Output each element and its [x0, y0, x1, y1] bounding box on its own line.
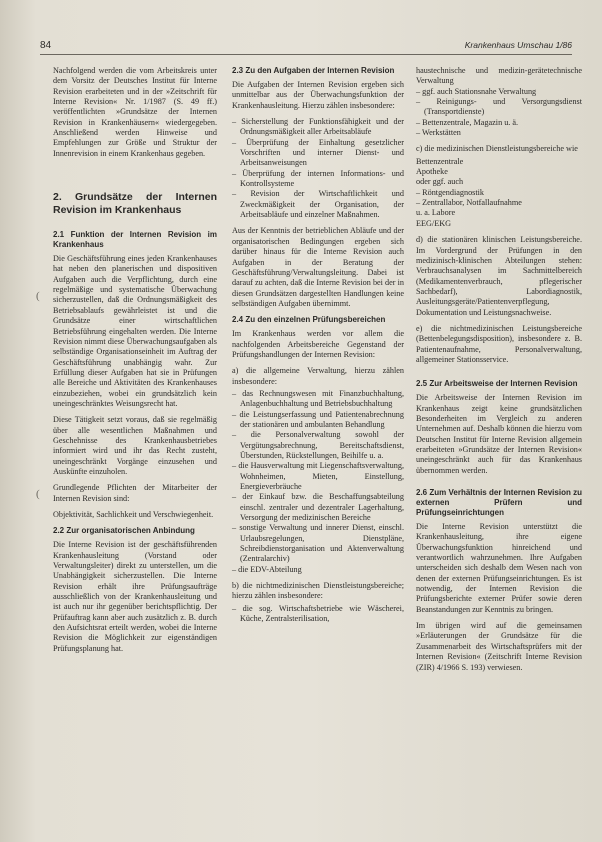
list-item: Apotheke — [416, 167, 448, 177]
intro-paragraph: Nachfolgend werden die vom Arbeitskreis unter dem Vorsitz der Deutsches Institut für Interne Revision erarbeiteten und in der »Zeitschrift für Interne Revision« Nr. 1/1987 (S. 49 ff.) veröffentlichten »Grundsätze der Internen Revision in Krankenhäusern« wiedergegeben. Anschließend werden Hinweise und Empfehlungen zur Größe und Struktur der Innenrevision in einem Krankenhaus gegeben. — [53, 66, 217, 158]
subsection-heading: 2.6 Zum Verhältnis der Internen Revision zu externen Prüfern und Prüfungseinrichtungen — [416, 488, 582, 518]
list-item: – die Personalverwaltung sowohl der Vergütungsabrechnung, Bereitschaftsdienst, Überstunden, Rückstellungen, Beihilfe u. a. — [232, 430, 404, 460]
body-paragraph: Im Krankenhaus werden vor allem die nachfolgenden Arbeitsbereiche Gegenstand der Prüfungshandlungen der Internen Revision: — [232, 329, 404, 359]
running-head: Krankenhaus Umschau 1/86 — [464, 40, 572, 50]
page-number: 84 — [40, 40, 52, 51]
subsection-heading: 2.5 Zur Arbeitsweise der Internen Revision — [416, 379, 578, 389]
area-list — [416, 157, 582, 229]
list-item: – Reinigungs- und Versorgungsdienst (Transportdienste) — [416, 97, 582, 117]
column-left — [53, 66, 217, 660]
list-item: oder ggf. auch — [416, 177, 464, 187]
subsection-heading: 2.4 Zu den einzelnen Prüfungsbereichen — [232, 315, 386, 325]
body-paragraph: Die Interne Revision ist der geschäftsführenden Krankenhausleitung (Vorstand oder Verwaltungsleiter) direkt zu unterstellen, um die Unabhängigkeit sicherzustellen. Die Interne Revision erhält ihre Prüfungsaufträge ausschließlich von der Krankenhausleitung und ist auch nur ihr gegenüber berichtspflichtig. Der Prüfauftrag kann aber auch zusätzlich z. B. durch den Aufsichtsrat erteilt werden, wobei die Interne Revision die Möglichkeit zur eigenständigen Prüfungsplanung hat. — [53, 540, 217, 653]
body-paragraph: Diese Tätigkeit setzt voraus, daß sie regelmäßig über alle wesentlichen Maßnahmen und Geschehnisse des Krankenhausbetriebes informiert wird und ihr das Recht zusteht, uneingeschränkt Vorgänge einzusehen und Auskünfte einzuholen. — [53, 415, 217, 476]
subsection-heading: 2.2 Zur organisatorischen Anbindung — [53, 526, 195, 536]
task-list — [232, 117, 404, 220]
list-item: – die Hausverwaltung mit Liegenschaftsverwaltung, Wohnheimen, Mieten, Einstellung, Energieverbräuche — [232, 461, 404, 492]
body-paragraph: Die Geschäftsführung eines jeden Krankenhauses hat neben den planerischen und dispositiven Aufgaben auch die Verpflichtung, durch eine regelmäßige und systematische Überwachung sicherzustellen, daß die Ordnungsmäßigkeit des Betriebsablaufs gewährleistet ist und die Grundsätze einer wirtschaftlichen Betriebsführung eingehalten werden. Die Interne Revision nimmt diese Überwachungsaufgaben als selbständige Organisationseinheit im Auftrag der Geschäftsführung unabhängig wahr. Zur Erfüllung dieser Aufgaben hat sie in Prüfungen alle Bereiche und Aktivitäten des Krankenhauses einzubeziehen, wobei ein grundsätzlich kein uneingeschränktes Weisungsrecht hat. — [53, 254, 217, 408]
header-rule — [40, 54, 572, 55]
margin-bracket-mark: ( — [36, 488, 40, 500]
body-paragraph: Im übrigen wird auf die gemeinsamen »Erläuterungen der Grundsätze für die Zusammenarbeit des Wirtschaftsprüfers mit der Internen Revision« (Zeitschrift Interne Revision (ZIR) 4/1966 S. 193) verwiesen. — [416, 621, 582, 672]
margin-bracket-mark: ( — [36, 290, 40, 302]
subsection-heading: 2.3 Zu den Aufgaben der Internen Revision — [232, 66, 395, 75]
list-item: – Werkstätten — [416, 128, 461, 138]
column-right — [416, 66, 582, 679]
list-item: – die EDV-Abteilung — [232, 564, 302, 574]
list-item: – Bettenzentrale, Magazin u. ä. — [416, 117, 519, 127]
area-list — [232, 389, 404, 575]
list-item: – Überprüfung der Einhaltung gesetzlicher Vorschriften und interner Dienst- und Arbeitsanweisungen — [232, 137, 404, 168]
list-item: u. a. Labore — [416, 208, 456, 218]
body-paragraph: c) die medizinischen Dienstleistungsbereiche wie — [416, 144, 578, 154]
body-paragraph: Objektivität, Sachlichkeit und Verschwiegenheit. — [53, 510, 214, 519]
section-heading: 2. Grundsätze der Internen Revision im Krankenhaus — [53, 191, 217, 216]
body-paragraph: b) die nichtmedizinischen Dienstleistungsbereiche; hierzu zählen insbesondere: — [232, 581, 404, 601]
body-paragraph: a) die allgemeine Verwaltung, hierzu zählen insbesondere: — [232, 366, 404, 386]
list-item: – Zentrallabor, Notfallaufnahme — [416, 198, 522, 208]
list-item: – der Einkauf bzw. die Beschaffungsabteilung einschl. zentraler und dezentraler Lagerhaltung, Versorgung der medizinischen Bereiche — [232, 492, 404, 523]
list-item: – Sicherstellung der Funktionsfähigkeit und der Ordnungsmäßigkeit aller Arbeitsabläufe — [232, 117, 404, 137]
list-item: EEG/EKG — [416, 218, 452, 228]
list-item: – das Rechnungswesen mit Finanzbuchhaltung, Anlagenbuchhaltung und Betriebsbuchhaltung — [232, 388, 404, 409]
list-item: – die Leistungserfassung und Patientenabrechnung der stationären und ambulanten Behandlung — [232, 409, 404, 429]
column-middle — [232, 66, 404, 631]
list-item: – die sog. Wirtschaftsbetriebe wie Wäscherei, Küche, Zentralsterilisation, — [232, 603, 404, 624]
body-paragraph: Die Arbeitsweise der Internen Revision im Krankenhaus zeigt keine grundsätzlichen Besonderheiten im Vergleich zu anderen Unternehmen auf. Deshalb können die hierzu vom Deutschen Institut für Interne Revision allgemein erarbeiteten »Grundsätze der Internen Revision« uneingeschränkt auch für das Krankenhaus übernommen werden. — [416, 393, 582, 475]
list-item: – ggf. auch Stationsnahe Verwaltung — [416, 86, 537, 96]
list-item: – sonstige Verwaltung und innerer Dienst, einschl. Urlaubsregelungen, Dienstpläne, Schreibdienstorganisation und Aktenverwaltung (Zentralarchiv) — [232, 523, 404, 564]
list-item: haustechnische und medizin-gerätetechnische Verwaltung — [416, 66, 582, 86]
body-paragraph: Die Aufgaben der Internen Revision ergeben sich unmittelbar aus der Überwachungsfunktion der Krankenhausleitung. Hierzu zählen insbesondere: — [232, 80, 404, 110]
subsection-heading: 2.1 Funktion der Internen Revision im Krankenhaus — [53, 230, 217, 250]
list-item: – Röntgendiagnostik — [416, 187, 484, 197]
body-paragraph: e) die nichtmedizinischen Leistungsbereiche (Bettenbelegungsdisposition), insbesondere z. B. Patientenaufnahme, Personalverwaltung, allgemeiner Stationsservice. — [416, 323, 582, 364]
body-paragraph: Grundlegende Pflichten der Mitarbeiter der Internen Revision sind: — [53, 483, 217, 503]
area-list — [232, 604, 404, 625]
body-paragraph: Die Interne Revision unterstützt die Krankenhausleitung, ihre eigene Überwachungsfunktion hinreichend und verantwortlich wahrzunehmen. Ihre Aufgaben unterscheiden sich deshalb dem Wesen nach von denen der externen Prüfungseinrichtungen. Es ist notwendig, der Internen Revision die Prüfungsberichte externer Prüfer sowie deren Beanstandungen zur Kenntnis zu bringen. — [416, 522, 582, 614]
body-paragraph: d) die stationären klinischen Leistungsbereiche. Im Vordergrund der Prüfungen in den medizinisch-klinischen Abteilungen stehen: Verbrauchsanalysen im Sachmittelbereich (Medikamentenverbrauch, pflegerischer Sachbedarf), Labordiagnostik, Ausleitungsgeräte/Patientenverpflegung, Dokumentation und Leistungsnachweise. — [416, 235, 582, 317]
area-list — [416, 66, 582, 138]
list-item: – Überprüfung der internen Informations- und Kontrollsysteme — [232, 168, 404, 189]
list-item: – Revision der Wirtschaftlichkeit und Zweckmäßigkeit der Organisation, der Arbeitsabläufe und einzelner Maßnahmen. — [232, 189, 404, 220]
body-paragraph: Aus der Kenntnis der betrieblichen Abläufe und der organisatorischen Bedingungen ergeben sich darüber hinaus für die Interne Revision auch Aufgaben in der Beratung der Geschäftsführung/Verwaltungsleitung. Dabei ist darauf zu achten, daß die Interne Revision bei der in diesen Grundsätzen dargestellten Handlungen keine selbständigen Aufgaben übernimmt. — [232, 226, 404, 308]
list-item: Bettenzentrale — [416, 156, 464, 166]
